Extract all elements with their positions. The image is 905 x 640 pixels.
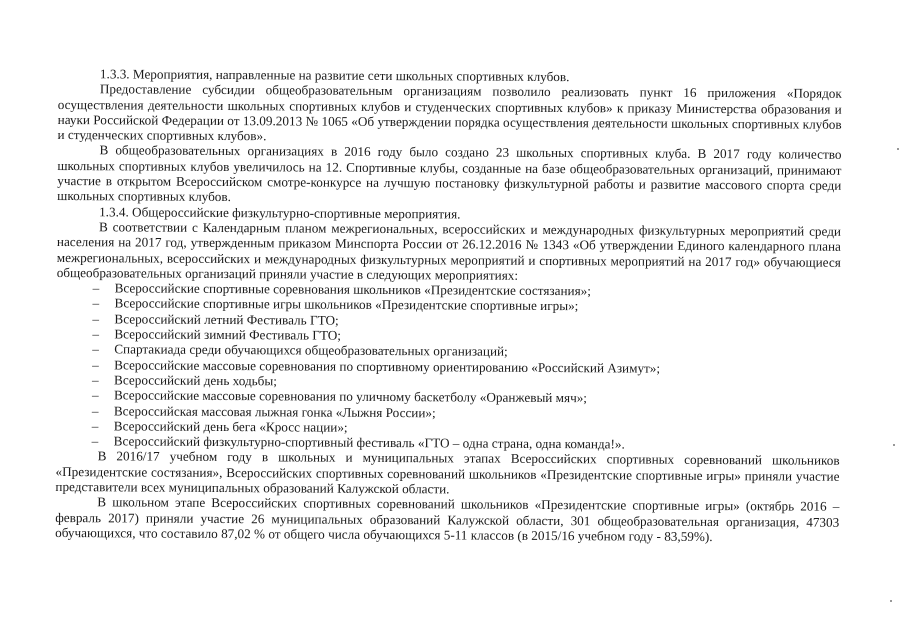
list-item: – Всероссийские спортивные соревнования школьников «Президентские состязания»;: [92, 280, 592, 299]
list-item: – Всероссийский зимний Фестиваль ГТО;: [92, 326, 342, 343]
document-page: [55, 66, 842, 545]
list-item: – Всероссийский день бега «Кросс нации»;: [91, 418, 348, 435]
paragraph-school-stage: В школьном этапе Всероссийских спортивных соревнований школьников «Президентские спортивные игры» (октябрь 2016 – февраль 2017) приняли участие 26 муниципальных образований Калужской области, 301 общеобразовательная организация, 47303 обучающихся, что составило 87,02 % от общего числа обучающихся 5-11 классов (в 2015/16 учебном году - 83,59%).: [55, 494, 840, 544]
dash-bullet: –: [91, 402, 99, 418]
scan-speck: [890, 600, 892, 602]
section-heading-1-3-3: 1.3.3. Мероприятия, направленные на развитие сети школьных спортивных клубов.: [99, 66, 570, 85]
list-item: – Всероссийские массовые соревнования по спортивному ориентированию «Российский Азимут»;: [92, 356, 661, 376]
dash-bullet: –: [92, 372, 99, 388]
dash-bullet: –: [92, 341, 99, 357]
paragraph-subsidy: Предоставление субсидии общеобразовательным организациям позволило реализовать пункт 16 приложения «Порядок осуществления деятельности школьных спортивных клубов и студенческих спортивных клубов» к приказу Министерства образования и науки Российской Федерации от 13.09.2013 № 1065 «Об утверждении порядка осуществления деятельности школьных спортивных клубов и студенческих спортивных клубов».: [57, 81, 842, 144]
dash-bullet: –: [92, 280, 100, 296]
paragraph-municipal-stages: В 2016/17 учебном году в школьных и муниципальных этапах Всероссийских спортивных соревнований школьников «Президентские состязания», Всероссийских спортивных соревнований школьников «Президентские спортивные игры» приняли участие представители всех муниципальных образований Калужской области.: [55, 448, 840, 497]
dash-bullet: –: [92, 356, 99, 372]
paragraph-clubs-created: В общеобразовательных организациях в 2016 году было создано 23 школьных спортивных клуба. В 2017 году количество школьных спортивных клубов увеличилось на 12. Спортивные клубы, созданные на базе общеобразовательных организаций, принимают участие в открытом Всероссийском смотре-конкурсе на лучшую постановку физкультурной работы и развитие массового спорта среди школьных спортивных клубов.: [57, 142, 842, 205]
paragraph-calendar-plan: В соответствии с Календарным планом межрегиональных, всероссийских и международных физкультурных мероприятий среди населения на 2017 год, утвержденным приказом Минспорта России от 26.12.2016 № 1343 «Об утверждении Единого календарного плана межрегиональных, всероссийских и международных физкультурных мероприятий и спортивных мероприятий на 2017 год» обучающиеся общеобразовательных организаций приняли участие в следующих мероприятиях:: [56, 219, 842, 283]
list-item: – Спартакиада среди обучающихся общеобразовательных организаций;: [92, 341, 508, 360]
dash-bullet: –: [91, 433, 99, 449]
dash-bullet: –: [92, 295, 100, 311]
list-item: – Всероссийская массовая лыжная гонка «Лыжня России»;: [91, 402, 436, 420]
scan-speck: [897, 148, 899, 150]
dash-bullet: –: [91, 418, 99, 434]
list-item: – Всероссийский физкультурно-спортивный фестиваль «ГТО – одна страна, одна команда!».: [91, 433, 625, 452]
list-item: – Всероссийский летний Фестиваль ГТО;: [92, 310, 339, 328]
dash-bullet: –: [92, 326, 100, 342]
scan-speck: [893, 444, 895, 446]
section-heading-1-3-4: 1.3.4. Общероссийские физкультурно-спортивные мероприятия.: [99, 203, 461, 222]
dash-bullet: –: [92, 310, 100, 327]
events-list: [56, 280, 841, 453]
list-item: – Всероссийский день ходьбы;: [92, 372, 278, 389]
dash-bullet: –: [91, 387, 99, 403]
list-item: – Всероссийские массовые соревнования по уличному баскетболу «Оранжевый мяч»;: [91, 387, 588, 406]
list-item: – Всероссийские спортивные игры школьников «Президентские спортивные игры»;: [92, 295, 579, 314]
